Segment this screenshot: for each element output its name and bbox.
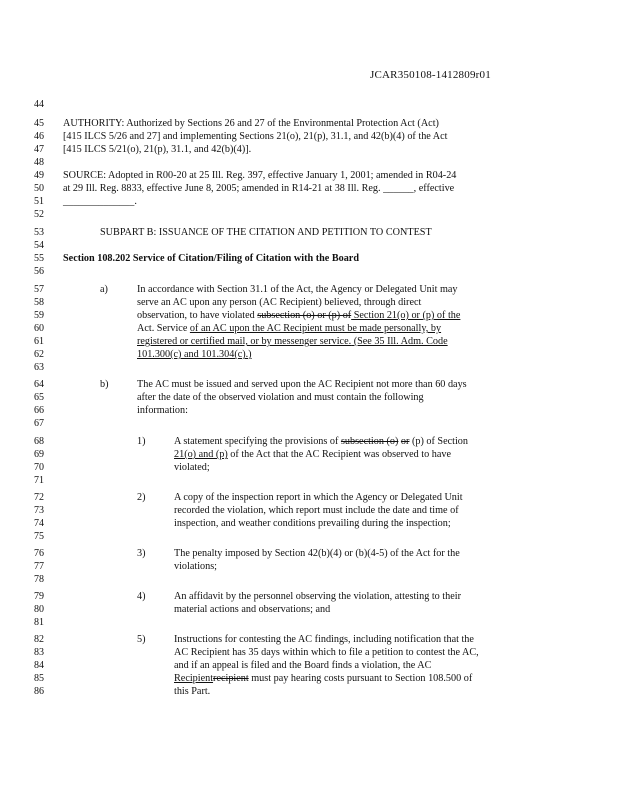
inserted-text: registered or certified mail, or by messenger service. — [137, 336, 352, 347]
line-number: 74 — [34, 518, 44, 529]
line-number: 71 — [34, 475, 44, 486]
line-number: 44 — [34, 99, 44, 110]
line-number: 49 — [34, 170, 44, 181]
line-number: 72 — [34, 492, 44, 503]
inserted-text: of an AC upon the AC Recipient must be made personally, by — [189, 323, 442, 334]
line-number: 45 — [34, 118, 44, 129]
item-3-line-2: violations; — [174, 561, 218, 572]
authority-line-1: AUTHORITY: Authorized by Sections 26 and 27 of the Environmental Protection Act (Act) — [63, 118, 439, 129]
item-3-line-1: The penalty imposed by Section 42(b)(4) or (b)(4-5) of the Act for the — [174, 548, 460, 559]
source-line-1: SOURCE: Adopted in R00-20 at 25 Ill. Reg. 397, effective January 1, 2001; amended in R04-24 — [63, 170, 457, 181]
line-number: 51 — [34, 196, 44, 207]
line-number: 85 — [34, 673, 44, 684]
para-b-line-3: information: — [137, 405, 188, 416]
para-a-line-6 — [137, 348, 252, 361]
line-number: 81 — [34, 617, 44, 628]
line-number: 86 — [34, 686, 44, 697]
struck-text: subsection (o) or (p) of — [257, 310, 352, 321]
inserted-text: 101.300(c) and 101.304(c).) — [137, 349, 252, 360]
para-a-text: Act. Service — [137, 323, 190, 334]
struck-text: or — [400, 436, 410, 447]
line-number: 66 — [34, 405, 44, 416]
inserted-text: Section 21(o) or (p) of the — [351, 310, 461, 321]
item-5-line-2: AC Recipient has 35 days within which to file a petition to contest the AC, — [174, 647, 479, 658]
line-number: 77 — [34, 561, 44, 572]
item-5-label: 5) — [137, 634, 146, 645]
line-number: 63 — [34, 362, 44, 373]
line-number: 48 — [34, 157, 44, 168]
inserted-text: 21(o) and (p) — [174, 449, 228, 460]
line-number: 57 — [34, 284, 44, 295]
line-number: 54 — [34, 240, 44, 251]
para-a-line-1: In accordance with Section 31.1 of the Act, the Agency or Delegated Unit may — [137, 284, 458, 295]
line-number: 68 — [34, 436, 44, 447]
section-title: Section 108.202 Service of Citation/Filing of Citation with the Board — [63, 253, 359, 264]
item-text: of the Act that the AC Recipient was observed to have — [227, 449, 451, 460]
line-number: 46 — [34, 131, 44, 142]
line-number: 52 — [34, 209, 44, 220]
authority-line-3: [415 ILCS 5/21(o), 21(p), 31.1, and 42(b)(4)]. — [63, 144, 252, 155]
line-number: 67 — [34, 418, 44, 429]
line-number: 82 — [34, 634, 44, 645]
item-text: (p) of Section — [409, 436, 468, 447]
line-number: 83 — [34, 647, 44, 658]
item-2-line-1: A copy of the inspection report in which the Agency or Delegated Unit — [174, 492, 463, 503]
line-number: 79 — [34, 591, 44, 602]
inserted-text: (See 35 Ill. Adm. Code — [351, 336, 448, 347]
inserted-text: Recipient — [174, 673, 214, 684]
line-number: 55 — [34, 253, 44, 264]
line-number: 64 — [34, 379, 44, 390]
item-1-line-3: violated; — [174, 462, 210, 473]
line-number: 62 — [34, 349, 44, 360]
line-number: 65 — [34, 392, 44, 403]
item-text: must pay hearing costs pursuant to Section 108.500 of — [248, 673, 473, 684]
item-4-label: 4) — [137, 591, 146, 602]
document-code: JCAR350108-1412809r01 — [370, 69, 491, 81]
item-1-line-2 — [174, 448, 451, 461]
item-5-line-4 — [174, 672, 472, 685]
line-number: 53 — [34, 227, 44, 238]
item-5-line-1: Instructions for contesting the AC findings, including notification that the — [174, 634, 474, 645]
source-line-2: at 29 Ill. Reg. 8833, effective June 8, 2005; amended in R14-21 at 38 Ill. Reg. ______, effective — [63, 183, 455, 194]
authority-line-2: [415 ILCS 5/26 and 27] and implementing Sections 21(o), 21(p), 31.1, and 42(b)(4) of the Act — [63, 131, 448, 142]
para-a-label: a) — [100, 284, 108, 295]
para-a-line-3 — [137, 309, 460, 322]
item-1-label: 1) — [137, 436, 146, 447]
line-number: 73 — [34, 505, 44, 516]
para-a-line-2: serve an AC upon any person (AC Recipient) believed, through direct — [137, 297, 422, 308]
source-line-3: ______________. — [63, 196, 137, 207]
para-a-text: observation, to have violated — [137, 310, 258, 321]
line-number: 50 — [34, 183, 44, 194]
item-4-line-2: material actions and observations; and — [174, 604, 331, 615]
item-1-line-1 — [174, 435, 468, 448]
item-5-line-3: and if an appeal is filed and the Board finds a violation, the AC — [174, 660, 432, 671]
para-b-line-2: after the date of the observed violation and must contain the following — [137, 392, 424, 403]
line-number: 76 — [34, 548, 44, 559]
subpart-title: SUBPART B: ISSUANCE OF THE CITATION AND PETITION TO CONTEST — [100, 227, 432, 238]
item-2-line-3: inspection, and weather conditions prevailing during the inspection; — [174, 518, 451, 529]
line-number: 59 — [34, 310, 44, 321]
item-5-line-5: this Part. — [174, 686, 211, 697]
line-number: 60 — [34, 323, 44, 334]
line-number: 56 — [34, 266, 44, 277]
line-number: 61 — [34, 336, 44, 347]
para-b-line-1: The AC must be issued and served upon the AC Recipient not more than 60 days — [137, 379, 467, 390]
item-3-label: 3) — [137, 548, 146, 559]
item-2-line-2: recorded the violation, which report must include the date and time of — [174, 505, 459, 516]
item-text: A statement specifying the provisions of — [174, 436, 341, 447]
para-b-label: b) — [100, 379, 109, 390]
item-4-line-1: An affidavit by the personnel observing the violation, attesting to their — [174, 591, 461, 602]
struck-text: recipient — [213, 673, 249, 684]
para-a-line-5 — [137, 335, 448, 348]
struck-text: subsection (o) — [340, 436, 399, 447]
item-2-label: 2) — [137, 492, 146, 503]
line-number: 69 — [34, 449, 44, 460]
line-number: 75 — [34, 531, 44, 542]
line-number: 58 — [34, 297, 44, 308]
line-number: 47 — [34, 144, 44, 155]
line-number: 84 — [34, 660, 44, 671]
line-number: 80 — [34, 604, 44, 615]
line-number: 70 — [34, 462, 44, 473]
para-a-line-4 — [137, 322, 441, 335]
line-number: 78 — [34, 574, 44, 585]
